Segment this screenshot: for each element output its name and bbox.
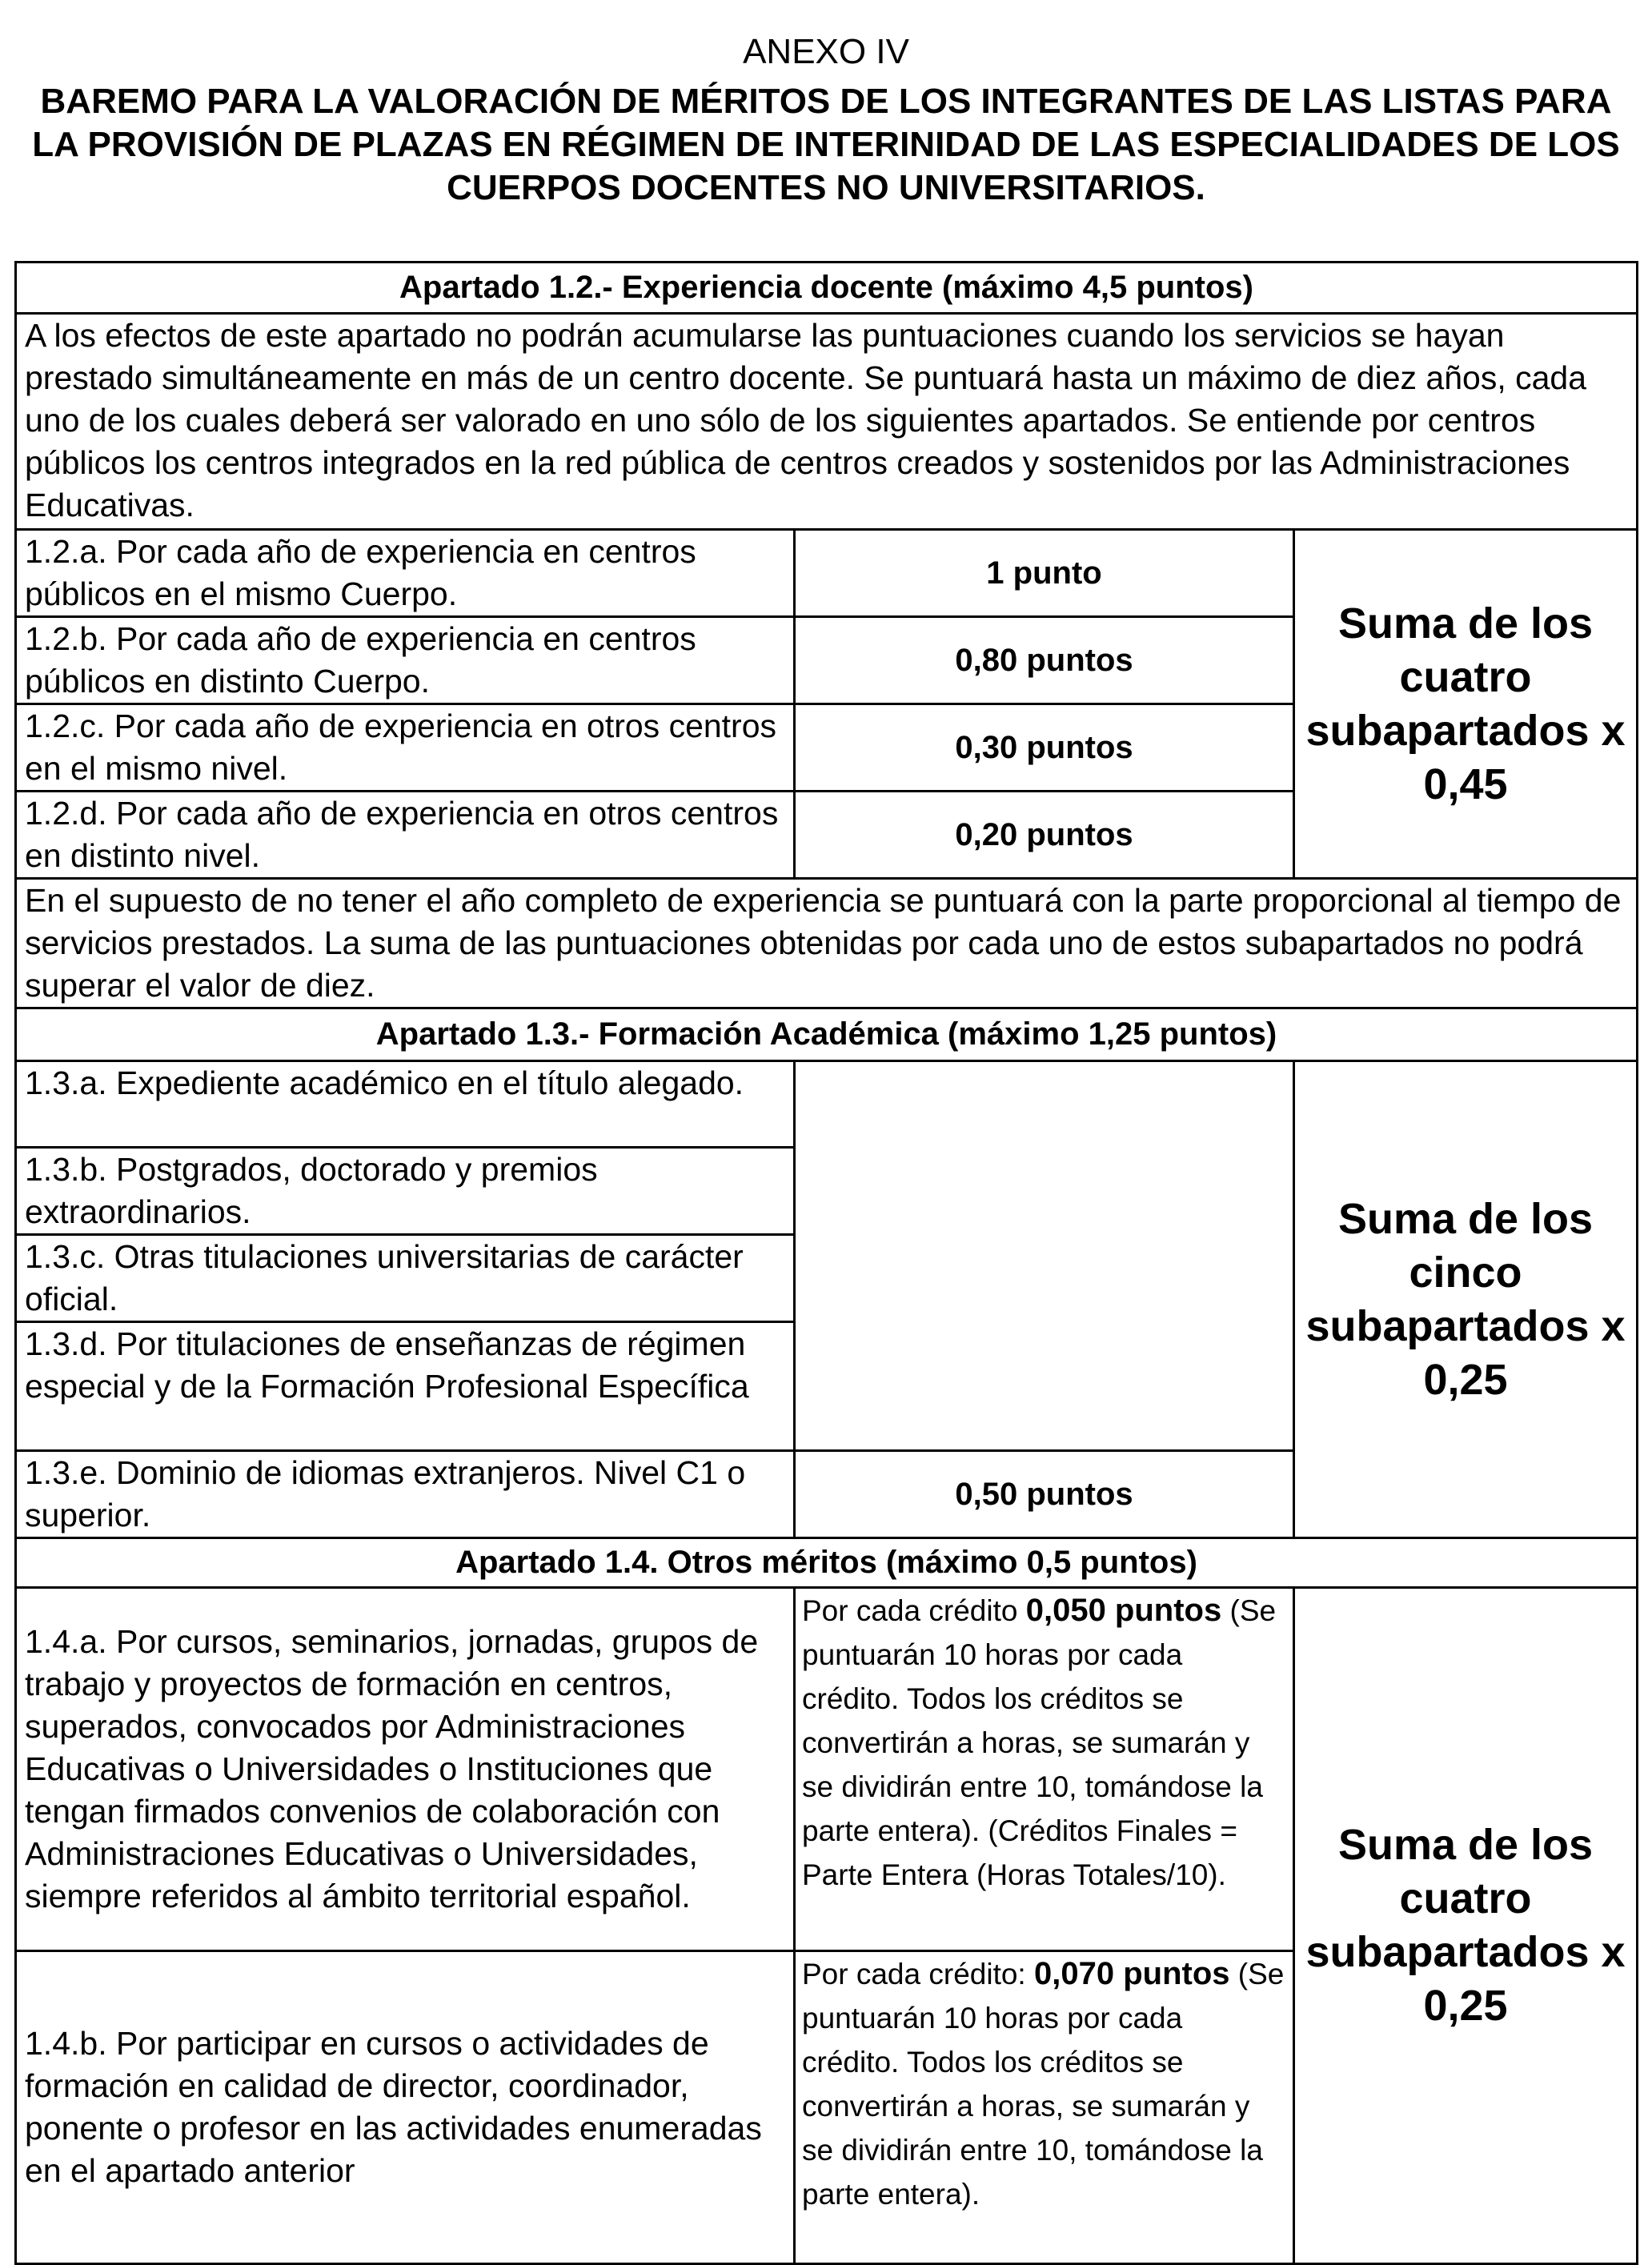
section-1-3-heading: Apartado 1.3.- Formación Académica (máximo 1,25 puntos) [16, 1008, 1638, 1061]
row-1-3-c-text: 1.3.c. Otras titulaciones universitarias de carácter oficial. [16, 1235, 795, 1322]
section-1-4-sum: Suma de los cuatro subapartados x 0,25 [1294, 1588, 1638, 2264]
row-1-4-b-text: 1.4.b. Por participar en cursos o actividades de formación en calidad de director, coordinador, ponente o profesor en las actividades enumeradas en el apartado anterior [16, 1951, 795, 2264]
row-1-2-a-text: 1.2.a. Por cada año de experiencia en centros públicos en el mismo Cuerpo. [16, 530, 795, 617]
credit-prefix: Por cada crédito: [802, 1958, 1034, 1990]
row-1-4-a-text: 1.4.a. Por cursos, seminarios, jornadas, grupos de trabajo y proyectos de formación en centros, superados, convocados por Administraciones Educativas o Universidades o Instituciones que tengan firmados convenios de colaboración con Administraciones Educativas o Universidades, siempre referidos al ámbito territorial español. [16, 1588, 795, 1951]
row-1-3-e-points: 0,50 puntos [795, 1451, 1294, 1538]
row-1-2-d-text: 1.2.d. Por cada año de experiencia en otros centros en distinto nivel. [16, 792, 795, 879]
row-1-2-b-points: 0,80 puntos [795, 617, 1294, 704]
section-1-2-intro: A los efectos de este apartado no podrán acumularse las puntuaciones cuando los servicios se hayan prestado simultáneamente en más de un centro docente. Se puntuará hasta un máximo de diez años, cada uno de los cuales deberá ser valorado en uno sólo de los siguientes apartados. Se entiende por centros públicos los centros integrados en la red pública de centros creados y sostenidos por las Administraciones Educativas. [16, 314, 1638, 530]
row-1-2-b-text: 1.2.b. Por cada año de experiencia en centros públicos en distinto Cuerpo. [16, 617, 795, 704]
merit-scale-table [14, 261, 1638, 2265]
row-1-3-a-text: 1.3.a. Expediente académico en el título alegado. [16, 1061, 795, 1148]
section-1-2-footer: En el supuesto de no tener el año completo de experiencia se puntuará con la parte proporcional al tiempo de servicios prestados. La suma de las puntuaciones obtenidas por cada uno de estos subapartados no podrá superar el valor de diez. [16, 879, 1638, 1008]
section-1-3-points-empty [795, 1061, 1294, 1451]
row-1-2-c-points: 0,30 puntos [795, 704, 1294, 792]
section-1-2-heading: Apartado 1.2.- Experiencia docente (máximo 4,5 puntos) [16, 263, 1638, 314]
row-1-2-c-text: 1.2.c. Por cada año de experiencia en otros centros en el mismo nivel. [16, 704, 795, 792]
document-title: BAREMO PARA LA VALORACIÓN DE MÉRITOS DE LOS INTEGRANTES DE LAS LISTAS PARA LA PROVISIÓN DE PLAZAS EN RÉGIMEN DE INTERINIDAD DE LAS ESPECIALIDADES DE LOS CUERPOS DOCENTES NO UNIVERSITARIOS. [32, 82, 1620, 207]
row-1-3-e-text: 1.3.e. Dominio de idiomas extranjeros. Nivel C1 o superior. [16, 1451, 795, 1538]
annex-label: ANEXO IV [743, 32, 909, 71]
row-1-4-a-credits [795, 1588, 1294, 1951]
credit-points: 0,050 puntos [1025, 1593, 1222, 1628]
row-1-2-d-points: 0,20 puntos [795, 792, 1294, 879]
credit-note: (Se puntuarán 10 horas por cada crédito. Todos los créditos se convertirán a horas, se sumarán y se dividirán entre 10, tomándose la parte entera). (Créditos Finales = Parte Entera (Horas Totales/10). [802, 1594, 1277, 1891]
row-1-4-b-credits [795, 1951, 1294, 2264]
section-1-4-heading: Apartado 1.4. Otros méritos (máximo 0,5 puntos) [16, 1538, 1638, 1588]
section-1-2-sum: Suma de los cuatro subapartados x 0,45 [1294, 530, 1638, 879]
section-1-3-sum: Suma de los cinco subapartados x 0,25 [1294, 1061, 1638, 1538]
credit-prefix: Por cada crédito [802, 1594, 1026, 1627]
credit-points: 0,070 puntos [1033, 1956, 1230, 1991]
row-1-3-b-text: 1.3.b. Postgrados, doctorado y premios extraordinarios. [16, 1148, 795, 1235]
row-1-2-a-points: 1 punto [795, 530, 1294, 617]
credit-note: (Se puntuarán 10 horas por cada crédito. Todos los créditos se convertirán a horas, se sumarán y se dividirán entre 10, tomándose la parte entera). [802, 1958, 1285, 2211]
row-1-3-d-text: 1.3.d. Por titulaciones de enseñanzas de régimen especial y de la Formación Profesional Específica [16, 1322, 795, 1451]
